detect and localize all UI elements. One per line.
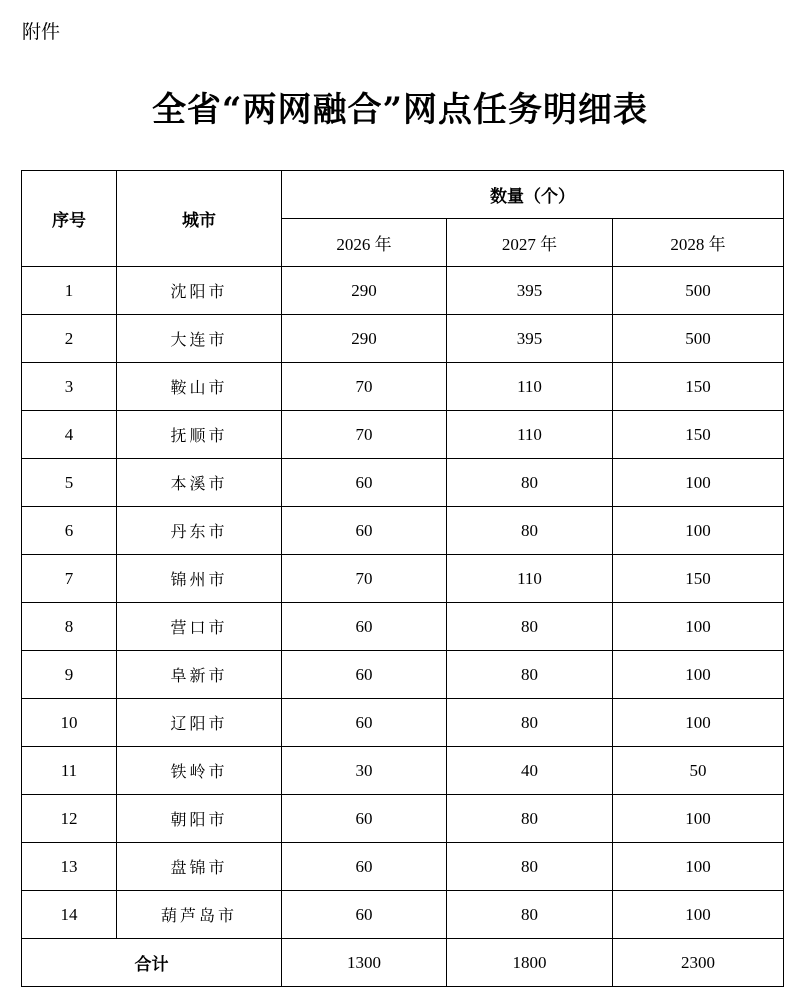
- cell-2026: 60: [282, 843, 447, 891]
- cell-index: 5: [22, 459, 117, 507]
- table-header: [22, 171, 784, 267]
- cell-2027: 80: [447, 603, 613, 651]
- table-row: [22, 459, 784, 507]
- cell-2026: 290: [282, 315, 447, 363]
- cell-2027: 395: [447, 315, 613, 363]
- cell-index: 7: [22, 555, 117, 603]
- cell-2028: 150: [613, 555, 784, 603]
- table-row: [22, 747, 784, 795]
- header-year-2026: 2026 年: [282, 219, 447, 267]
- table-row: [22, 507, 784, 555]
- cell-2028: 100: [613, 603, 784, 651]
- cell-2026: 60: [282, 891, 447, 939]
- cell-2027: 80: [447, 843, 613, 891]
- cell-2026: 60: [282, 699, 447, 747]
- table-row: [22, 795, 784, 843]
- header-row: [22, 171, 784, 219]
- header-quantity: 数量（个）: [282, 171, 784, 219]
- cell-2027: 80: [447, 699, 613, 747]
- table-row: [22, 699, 784, 747]
- cell-city: 辽阳市: [117, 699, 282, 747]
- cell-city: 铁岭市: [117, 747, 282, 795]
- cell-2026: 60: [282, 651, 447, 699]
- cell-2027: 110: [447, 363, 613, 411]
- page-title: 全省“两网融合”网点任务明细表: [151, 90, 649, 130]
- cell-city: 阜新市: [117, 651, 282, 699]
- cell-2027: 80: [447, 507, 613, 555]
- cell-2028: 150: [613, 363, 784, 411]
- cell-2028: 100: [613, 459, 784, 507]
- cell-2026: 60: [282, 507, 447, 555]
- cell-2027: 80: [447, 795, 613, 843]
- attachment-label: 附件: [22, 21, 61, 43]
- cell-2028: 100: [613, 843, 784, 891]
- cell-2027: 40: [447, 747, 613, 795]
- cell-2028: 150: [613, 411, 784, 459]
- cell-city: 大连市: [117, 315, 282, 363]
- table-row: [22, 603, 784, 651]
- table-row: [22, 555, 784, 603]
- cell-2027: 395: [447, 267, 613, 315]
- total-label: 合计: [22, 939, 282, 987]
- cell-city: 丹东市: [117, 507, 282, 555]
- cell-index: 9: [22, 651, 117, 699]
- table-row: [22, 267, 784, 315]
- cell-city: 抚顺市: [117, 411, 282, 459]
- cell-city: 本溪市: [117, 459, 282, 507]
- cell-city: 锦州市: [117, 555, 282, 603]
- cell-2028: 100: [613, 507, 784, 555]
- cell-index: 12: [22, 795, 117, 843]
- header-index: 序号: [22, 171, 117, 267]
- cell-index: 1: [22, 267, 117, 315]
- cell-index: 4: [22, 411, 117, 459]
- table-row: [22, 315, 784, 363]
- cell-index: 10: [22, 699, 117, 747]
- total-2028: 2300: [613, 939, 784, 987]
- cell-2028: 100: [613, 699, 784, 747]
- cell-2027: 80: [447, 891, 613, 939]
- cell-2028: 500: [613, 267, 784, 315]
- header-city: 城市: [117, 171, 282, 267]
- cell-2026: 60: [282, 603, 447, 651]
- cell-2026: 60: [282, 795, 447, 843]
- cell-city: 营口市: [117, 603, 282, 651]
- table-row: [22, 843, 784, 891]
- cell-2026: 70: [282, 363, 447, 411]
- cell-index: 2: [22, 315, 117, 363]
- cell-city: 葫芦岛市: [117, 891, 282, 939]
- cell-index: 11: [22, 747, 117, 795]
- cell-2026: 60: [282, 459, 447, 507]
- cell-city: 沈阳市: [117, 267, 282, 315]
- cell-index: 6: [22, 507, 117, 555]
- cell-2027: 80: [447, 459, 613, 507]
- cell-index: 13: [22, 843, 117, 891]
- cell-2028: 500: [613, 315, 784, 363]
- cell-2027: 110: [447, 555, 613, 603]
- cell-2027: 110: [447, 411, 613, 459]
- table-row: [22, 363, 784, 411]
- cell-city: 鞍山市: [117, 363, 282, 411]
- cell-2027: 80: [447, 651, 613, 699]
- cell-2026: 70: [282, 555, 447, 603]
- task-detail-table: [21, 170, 784, 987]
- cell-2028: 100: [613, 651, 784, 699]
- cell-index: 8: [22, 603, 117, 651]
- cell-2028: 100: [613, 891, 784, 939]
- header-year-2027: 2027 年: [447, 219, 613, 267]
- table-row: [22, 651, 784, 699]
- cell-2028: 50: [613, 747, 784, 795]
- cell-city: 朝阳市: [117, 795, 282, 843]
- cell-2028: 100: [613, 795, 784, 843]
- total-2027: 1800: [447, 939, 613, 987]
- cell-index: 14: [22, 891, 117, 939]
- cell-city: 盘锦市: [117, 843, 282, 891]
- cell-2026: 30: [282, 747, 447, 795]
- cell-2026: 290: [282, 267, 447, 315]
- table-row: [22, 891, 784, 939]
- table-row: [22, 411, 784, 459]
- total-row: [22, 939, 784, 987]
- cell-2026: 70: [282, 411, 447, 459]
- total-2026: 1300: [282, 939, 447, 987]
- header-year-2028: 2028 年: [613, 219, 784, 267]
- table-body: [22, 267, 784, 987]
- cell-index: 3: [22, 363, 117, 411]
